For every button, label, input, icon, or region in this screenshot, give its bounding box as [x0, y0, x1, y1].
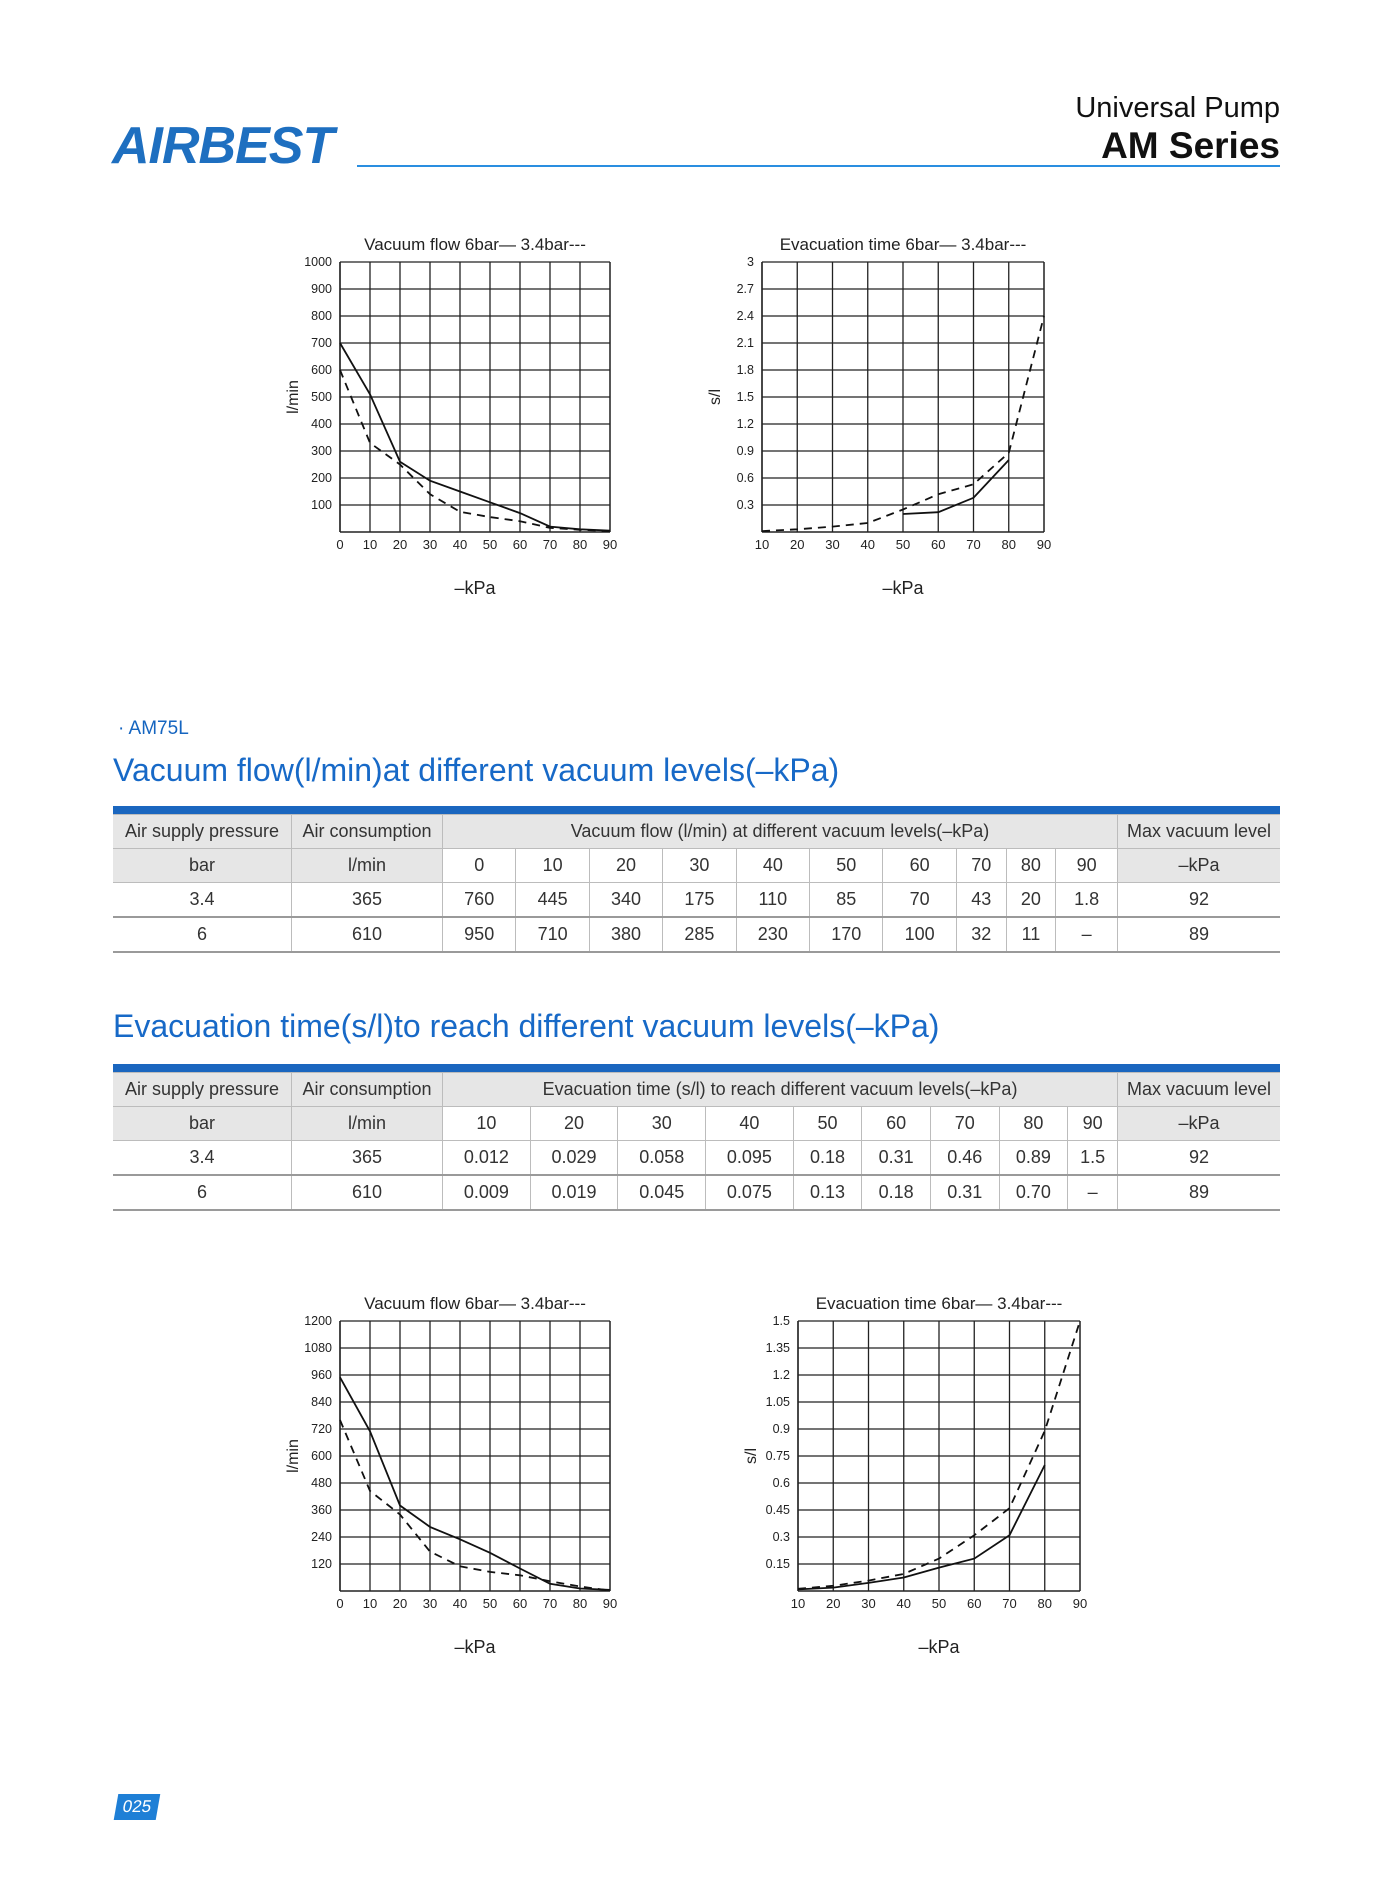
y-tick-label: 3 [747, 255, 754, 269]
page-number: 025 [114, 1794, 161, 1820]
cell-value: 0.46 [931, 1141, 1000, 1176]
level-header: 70 [931, 1107, 1000, 1141]
level-header: 10 [516, 849, 589, 883]
level-header: 80 [1006, 849, 1056, 883]
y-axis-label: l/min [285, 380, 302, 414]
chart-grid [762, 262, 1044, 532]
y-tick-label: 0.9 [772, 1422, 790, 1436]
y-tick-label: 120 [311, 1557, 332, 1571]
x-tick-label: 20 [392, 537, 408, 552]
y-tick-label: 1.2 [736, 417, 754, 431]
product-name: Universal Pump [1075, 92, 1280, 124]
flow-table-title: Vacuum flow(l/min)at different vacuum levels(–kPa) [113, 752, 840, 788]
cell-value: 0.029 [530, 1141, 618, 1176]
cell-value: 20 [1006, 883, 1056, 918]
x-tick-label: 70 [1002, 1596, 1017, 1611]
y-tick-label: 300 [311, 444, 332, 458]
chart-grid [340, 262, 610, 532]
legend-6bar: 6bar— [905, 235, 962, 254]
x-tick-label: 40 [860, 537, 875, 552]
y-tick-label: 1200 [304, 1314, 332, 1328]
y-tick-label: 960 [311, 1368, 332, 1382]
y-tick-label: 1.2 [772, 1368, 790, 1382]
model-label: · AM75L [118, 718, 189, 739]
cell-value: 0.058 [618, 1141, 706, 1176]
y-tick-label: 1.35 [765, 1341, 790, 1355]
cell-consumption: 610 [292, 1175, 443, 1210]
y-tick-label: 2.1 [736, 336, 754, 350]
x-tick-label: 50 [482, 537, 498, 552]
x-tick-label: 90 [1036, 537, 1052, 552]
y-tick-label: 0.9 [736, 444, 754, 458]
vacuum-flow-chart-top [270, 228, 640, 618]
legend-6bar: 6bar— [464, 235, 521, 254]
series-line-34bar [340, 1420, 610, 1591]
x-tick-label: 60 [967, 1596, 982, 1611]
y-tick-label: 0.3 [772, 1530, 790, 1544]
y-tick-label: 2.4 [736, 309, 754, 323]
x-tick-label: 60 [512, 537, 528, 552]
x-tick-label: 30 [861, 1596, 876, 1611]
level-header: 50 [793, 1107, 862, 1141]
flow-table [113, 814, 1280, 953]
x-tick-label: 40 [452, 1596, 468, 1611]
evac-group-header: Evacuation time (s/l) to reach different vacuum levels(–kPa) [443, 1073, 1118, 1107]
evac-table [113, 1072, 1280, 1211]
y-tick-label: 0.6 [772, 1476, 790, 1490]
x-tick-label: 50 [482, 1596, 498, 1611]
y-tick-label: 0.75 [765, 1449, 790, 1463]
cell-value: 100 [883, 917, 956, 952]
y-tick-label: 1000 [304, 255, 332, 269]
cell-value: 445 [516, 883, 589, 918]
cell-consumption: 365 [292, 883, 443, 918]
level-header: 90 [1068, 1107, 1118, 1141]
x-tick-label: 20 [392, 1596, 408, 1611]
cell-pressure: 6 [113, 1175, 292, 1210]
level-header: 90 [1056, 849, 1118, 883]
x-tick-label: 90 [602, 1596, 618, 1611]
y-axis-label: s/l [707, 389, 724, 405]
x-axis-label: –kPa [918, 1637, 960, 1657]
cell-value: 285 [663, 917, 736, 952]
cell-value: 175 [663, 883, 736, 918]
y-tick-label: 0.6 [736, 471, 754, 485]
y-tick-label: 240 [311, 1530, 332, 1544]
x-tick-label: 90 [602, 537, 618, 552]
legend-34bar: 3.4bar--- [997, 1294, 1063, 1313]
x-tick-label: 70 [966, 537, 981, 552]
brand-logo [112, 118, 352, 174]
chart-title: Vacuum flow 6bar— 3.4bar--- [364, 235, 586, 254]
evac-table-bar [113, 1064, 1280, 1072]
col-max-unit: –kPa [1118, 849, 1281, 883]
x-tick-label: 70 [542, 537, 558, 552]
col-max-unit: –kPa [1118, 1107, 1281, 1141]
y-tick-label: 900 [311, 282, 332, 296]
level-header: 0 [443, 849, 516, 883]
vacuum-flow-chart-bottom [270, 1287, 640, 1677]
y-tick-label: 700 [311, 336, 332, 350]
y-tick-label: 1.05 [765, 1395, 790, 1409]
cell-value: 0.18 [862, 1175, 931, 1210]
cell-pressure: 6 [113, 917, 292, 952]
cell-value: 0.70 [999, 1175, 1068, 1210]
y-tick-label: 600 [311, 1449, 332, 1463]
cell-pressure: 3.4 [113, 883, 292, 918]
x-tick-label: 10 [362, 1596, 378, 1611]
cell-value: 0.095 [706, 1141, 794, 1176]
table-row [113, 1141, 1280, 1176]
series-line-6bar [798, 1465, 1045, 1589]
x-tick-label: 80 [572, 1596, 588, 1611]
x-tick-label: 30 [422, 537, 438, 552]
cell-value: 70 [883, 883, 956, 918]
level-header: 70 [956, 849, 1006, 883]
cell-value: 0.009 [443, 1175, 531, 1210]
y-tick-label: 600 [311, 363, 332, 377]
y-axis-label: s/l [743, 1448, 760, 1464]
x-tick-label: 60 [931, 537, 946, 552]
y-tick-label: 0.3 [736, 498, 754, 512]
level-header: 10 [443, 1107, 531, 1141]
legend-6bar: 6bar— [464, 1294, 521, 1313]
y-axis-label: l/min [285, 1439, 302, 1473]
x-tick-label: 30 [422, 1596, 438, 1611]
cell-value: – [1068, 1175, 1118, 1210]
legend-34bar: 3.4bar--- [520, 1294, 586, 1313]
evac-table-title: Evacuation time(s/l)to reach different vacuum levels(–kPa) [113, 1008, 940, 1044]
cell-value: 710 [516, 917, 589, 952]
cell-max: 89 [1118, 917, 1281, 952]
y-tick-label: 360 [311, 1503, 332, 1517]
cell-value: 0.13 [793, 1175, 862, 1210]
cell-value: 950 [443, 917, 516, 952]
chart-grid [798, 1321, 1080, 1591]
y-tick-label: 0.15 [765, 1557, 790, 1571]
cell-value: 0.31 [931, 1175, 1000, 1210]
cell-value: 760 [443, 883, 516, 918]
x-tick-label: 0 [336, 1596, 344, 1611]
level-header: 60 [862, 1107, 931, 1141]
x-tick-label: 20 [826, 1596, 841, 1611]
y-tick-label: 400 [311, 417, 332, 431]
series-line-6bar [340, 343, 610, 531]
cell-value: – [1056, 917, 1118, 952]
x-tick-label: 70 [542, 1596, 558, 1611]
x-tick-label: 80 [1037, 1596, 1052, 1611]
cell-value: 380 [589, 917, 662, 952]
cell-value: 0.012 [443, 1141, 531, 1176]
series-name: AM Series [1101, 125, 1280, 166]
col-supply-unit: bar [113, 1107, 292, 1141]
cell-max: 92 [1118, 883, 1281, 918]
x-tick-label: 40 [452, 537, 468, 552]
table-row [113, 917, 1280, 952]
level-header: 20 [589, 849, 662, 883]
x-tick-label: 20 [790, 537, 805, 552]
cell-max: 89 [1118, 1175, 1281, 1210]
x-tick-label: 0 [336, 537, 344, 552]
table-row [113, 1175, 1280, 1210]
chart-title: Evacuation time 6bar— 3.4bar--- [779, 235, 1027, 254]
y-tick-label: 1.8 [736, 363, 754, 377]
cell-consumption: 365 [292, 1141, 443, 1176]
chart-title: Evacuation time 6bar— 3.4bar--- [815, 1294, 1063, 1313]
cell-max: 92 [1118, 1141, 1281, 1176]
y-tick-label: 720 [311, 1422, 332, 1436]
x-axis-label: –kPa [454, 1637, 496, 1657]
cell-value: 340 [589, 883, 662, 918]
evacuation-time-chart-top [700, 228, 1070, 618]
brand-name: AIRBEST [112, 117, 334, 175]
cell-value: 32 [956, 917, 1006, 952]
cell-value: 170 [810, 917, 883, 952]
y-tick-label: 500 [311, 390, 332, 404]
chart-title: Vacuum flow 6bar— 3.4bar--- [364, 1294, 586, 1313]
evacuation-time-chart-bottom [735, 1287, 1105, 1677]
cell-value: 43 [956, 883, 1006, 918]
col-supply-label: Air supply pressure [113, 1073, 292, 1107]
x-tick-label: 40 [896, 1596, 911, 1611]
level-header: 40 [736, 849, 809, 883]
flow-table-bar [113, 806, 1280, 814]
x-tick-label: 10 [754, 537, 770, 552]
y-tick-label: 480 [311, 1476, 332, 1490]
y-tick-label: 0.45 [765, 1503, 790, 1517]
col-consumption-label: Air consumption [292, 815, 443, 849]
flow-group-header: Vacuum flow (l/min) at different vacuum levels(–kPa) [443, 815, 1118, 849]
x-tick-label: 50 [931, 1596, 947, 1611]
cell-value: 0.89 [999, 1141, 1068, 1176]
col-max-label: Max vacuum level [1118, 815, 1281, 849]
y-tick-label: 1080 [304, 1341, 332, 1355]
y-tick-label: 200 [311, 471, 332, 485]
cell-value: 0.075 [706, 1175, 794, 1210]
cell-value: 85 [810, 883, 883, 918]
cell-value: 1.5 [1068, 1141, 1118, 1176]
y-tick-label: 2.7 [736, 282, 754, 296]
cell-value: 1.8 [1056, 883, 1118, 918]
level-header: 80 [999, 1107, 1068, 1141]
cell-value: 0.045 [618, 1175, 706, 1210]
x-tick-label: 80 [572, 537, 588, 552]
cell-value: 230 [736, 917, 809, 952]
legend-6bar: 6bar— [941, 1294, 998, 1313]
level-header: 40 [706, 1107, 794, 1141]
cell-pressure: 3.4 [113, 1141, 292, 1176]
y-tick-label: 1.5 [736, 390, 754, 404]
x-tick-label: 50 [895, 537, 911, 552]
legend-34bar: 3.4bar--- [961, 235, 1027, 254]
y-tick-label: 840 [311, 1395, 332, 1409]
level-header: 30 [663, 849, 736, 883]
cell-value: 0.31 [862, 1141, 931, 1176]
x-tick-label: 60 [512, 1596, 528, 1611]
x-tick-label: 10 [362, 537, 378, 552]
x-tick-label: 90 [1072, 1596, 1088, 1611]
x-tick-label: 10 [790, 1596, 806, 1611]
cell-value: 0.18 [793, 1141, 862, 1176]
cell-value: 110 [736, 883, 809, 918]
y-tick-label: 1.5 [772, 1314, 790, 1328]
level-header: 30 [618, 1107, 706, 1141]
x-axis-label: –kPa [882, 578, 924, 598]
x-axis-label: –kPa [454, 578, 496, 598]
col-supply-label: Air supply pressure [113, 815, 292, 849]
col-consumption-label: Air consumption [292, 1073, 443, 1107]
x-tick-label: 30 [825, 537, 840, 552]
col-max-label: Max vacuum level [1118, 1073, 1281, 1107]
cell-value: 0.019 [530, 1175, 618, 1210]
legend-34bar: 3.4bar--- [520, 235, 586, 254]
table-row [113, 883, 1280, 918]
col-consumption-unit: l/min [292, 849, 443, 883]
level-header: 60 [883, 849, 956, 883]
cell-value: 11 [1006, 917, 1056, 952]
x-tick-label: 80 [1001, 537, 1016, 552]
y-tick-label: 100 [311, 498, 332, 512]
level-header: 20 [530, 1107, 618, 1141]
level-header: 50 [810, 849, 883, 883]
col-consumption-unit: l/min [292, 1107, 443, 1141]
cell-consumption: 610 [292, 917, 443, 952]
col-supply-unit: bar [113, 849, 292, 883]
y-tick-label: 800 [311, 309, 332, 323]
